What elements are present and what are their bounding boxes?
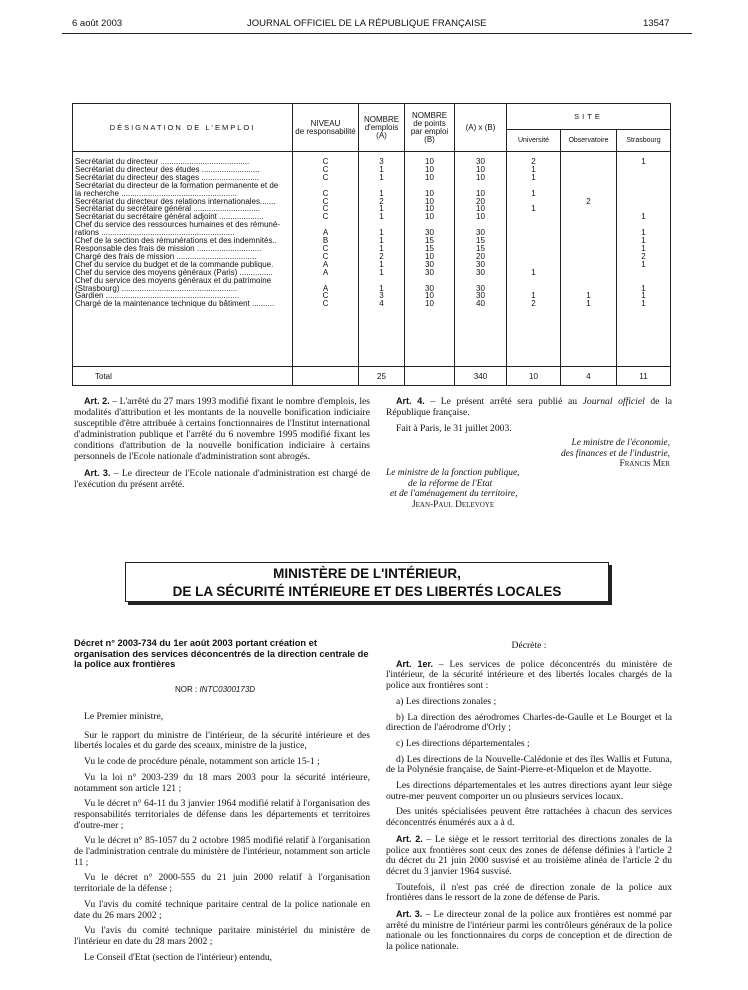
decree-visa-paragraph: Vu l'avis du comité technique paritaire ministériel du ministère de l'intérieur en date du 28 mars 2002 ;: [74, 925, 370, 947]
decree-visa-paragraph: Vu le décret n° 64-11 du 3 janvier 1964 modifié relatif à l'organisation des responsabilités territoriales de défense dans les départements et territoires d'outre-mer ;: [74, 798, 370, 831]
signature-economie: Le ministre de l'économie, des finances et de l'industrie, Francis Mer: [500, 438, 670, 470]
decree-art1-p2: Les directions départementales et les autres directions ayant leur siège outre-mer peuvent comporter un ou plusieurs services locaux.: [386, 780, 672, 802]
decrete-heading: Décrète :: [511, 640, 547, 651]
header-observatoire: Observatoire: [561, 130, 617, 152]
art1-list-item: c) Les directions départementales ;: [396, 737, 530, 749]
nor-reference: NOR : INTC0300173D: [175, 685, 256, 694]
top-left-column: [74, 396, 370, 495]
header-designation: DÉSIGNATION DE L'EMPLOI: [73, 104, 293, 152]
decree-visa-paragraph: Sur le rapport du ministre de l'intérieur, de la sécurité intérieure et des libertés locales et du garde des sceaux, ministre de la justice,: [74, 729, 370, 752]
total-nombre-emplois: 25: [359, 367, 405, 386]
art4-paragraph: Art. 4. – Le présent arrêté sera publié au Journal officiel de la République française.: [386, 396, 672, 419]
art1-list-item: b) La direction des aérodromes Charles-de-Gaulle et Le Bourget et la direction de l'aérodrome d'Orly ;: [386, 711, 672, 734]
column-designation: Secrétariat du directeur ........................................ Secrétariat du directeur des études .......................... Secrétariat du directeur des stages .......................... Secrétariat du directeur de la formation permanente et de la recherche .................................................... Secrétariat du directeur des relations internationales....... Secrétariat du secrétaire général .............................. Secrétariat du secrétaire général adjoint .................... Chef du service des ressources humaines et des rémuné- rations ............................................................ Chef de la section des rémunérations et des indemnités.. Responsable des frais de mission ............................. Chargé des frais de mission .................................... Chef du service du budget et de la commande publique. Chef du service des moyens généraux (Paris) ............... Chef du service des moyens généraux et du patrimoine (Strasbourg) .................................................... Gardien ............................................................ Chargé de la maintenance technique du bâtiment ..........: [73, 152, 293, 367]
art1-items: [386, 697, 672, 776]
top-right-column: [386, 396, 672, 439]
total-label: Total: [73, 367, 293, 386]
header-niveau: NIVEAU de responsabilité: [293, 104, 359, 152]
decree-title: Décret n° 2003-734 du 1er août 2003 portant création et organisation des services déconcentrés de la direction centrale de la police aux frontières: [74, 638, 369, 669]
total-niveau: [293, 367, 359, 386]
decree-art2-p2: Toutefois, il n'est pas créé de direction zonale de la police aux frontières dans le ressort de la zone de défense de Paris.: [386, 881, 672, 904]
header-page-number: 13547: [643, 18, 670, 29]
fait-a-paris: Fait à Paris, le 31 juillet 2003.: [396, 423, 512, 435]
ministry-banner: [125, 562, 609, 602]
column-axb: 30 10 10 10 20 10 10 30 15 15 20 30 30 30 30 40: [455, 152, 507, 367]
decree-art3: Art. 3. – Le directeur zonal de la police aux frontières est nommé par arrêté du ministre de l'intérieur parmi les contrôleurs généraux de la police nationale ou les fonctionnaires du corps de conception et de direction de la police nationale.: [386, 909, 672, 953]
header-nombre-points: NOMBRE de points par emploi (B): [405, 104, 455, 152]
header-date: 6 août 2003: [72, 18, 123, 29]
decree-art1-label: Art. 1er.: [396, 658, 433, 669]
total-strasbourg: 11: [617, 367, 671, 386]
decree-art2-label: Art. 2.: [396, 833, 423, 844]
total-observatoire: 4: [561, 367, 617, 386]
decree-art1-p3: Des unités spécialisées peuvent être rattachées à chacun des services déconcentrés énumérés aux a à d.: [386, 806, 672, 829]
header-axb: (A) x (B): [455, 104, 507, 152]
art1-list-item: a) Les directions zonales ;: [396, 695, 497, 707]
decree-visa-paragraph: Vu le code de procédure pénale, notamment son article 15-1 ;: [84, 756, 320, 768]
decree-visa-paragraph: Le Conseil d'Etat (section de l'intérieur) entendu,: [84, 951, 273, 963]
total-universite: 10: [507, 367, 561, 386]
column-nombre-emplois: 3 1 1 1 2 1 1 1 1 1 2 1 1 1 3 4: [359, 152, 405, 367]
decree-art2: Art. 2. – Le siège et le ressort territorial des directions zonales de la police aux frontières sont ceux des zones de défense définies à l'article 2 du décret du 21 juin 2000 susvisé et au troisième alinéa de l'article 2 du décret du 3 janvier 1964 susvisé.: [386, 833, 672, 877]
column-observatoire: 2 1 1: [561, 152, 617, 367]
art3-label: Art. 3.: [84, 467, 111, 478]
art2-label: Art. 2.: [84, 396, 110, 406]
decree-articles-column: [386, 641, 672, 958]
emploi-table: [72, 103, 671, 386]
header-universite: Université: [507, 130, 561, 152]
column-strasbourg: 1 1 1 1 1 2 1 1 1 1: [617, 152, 671, 367]
art3-paragraph: Art. 3. – Le directeur de l'Ecole nationale d'administration est chargé de l'exécution du présent arrêté.: [74, 467, 370, 490]
art1-list-item: d) Les directions de la Nouvelle-Calédonie et des îles Wallis et Futuna, de la Polynésie française, de Saint-Pierre-et-Miquelon et de Mayotte.: [386, 753, 672, 776]
column-universite: 2 1 1 1 1 1 1 2: [507, 152, 561, 367]
total-axb: 340: [455, 367, 507, 386]
header-rule: [62, 33, 692, 34]
signatory-name: Jean-Paul Delevoye: [412, 499, 495, 510]
signatory-name: Francis Mer: [619, 459, 670, 469]
total-nombre-points: [405, 367, 455, 386]
decree-visa-paragraph: Vu l'avis du comité technique paritaire central de la police nationale en date du 26 mars 2002 ;: [74, 898, 370, 921]
art2-paragraph: Art. 2. – L'arrêté du 27 mars 1993 modifié fixant le nombre d'emplois, les modalités d'attribution et les montants de la nouvelle bonification indiciaire susceptible d'être attribuée à certains fonctionnaires de l'Institut international d'administration publique et l'arrêté du 6 novembre 1995 modifié fixant les conditions d'attribution de la nouvelle bonification indiciaire à certains personnels de l'Ecole nationale d'administration sont abrogés.: [74, 396, 370, 463]
art4-label: Art. 4.: [396, 396, 425, 406]
header-nombre-emplois: NOMBRE d'emplois (A): [359, 104, 405, 152]
decree-art3-label: Art. 3.: [396, 909, 423, 920]
header-site: SITE: [507, 104, 671, 130]
header-strasbourg: Strasbourg: [617, 130, 671, 152]
decree-art1: Art. 1er. – Les services de police déconcentrés du ministère de l'intérieur, de la sécurité intérieure et des libertés locales chargés de la police aux frontières sont :: [386, 658, 672, 692]
header-journal: JOURNAL OFFICIEL DE LA RÉPUBLIQUE FRANÇAISE: [247, 18, 487, 29]
decree-visas-column: [74, 712, 370, 968]
column-nombre-points: 10 10 10 10 10 10 10 30 15 15 10 30 30 30 10 10: [405, 152, 455, 367]
column-niveau: C C C C C C C A B C C A A A C C: [293, 152, 359, 367]
ministry-line-1: MINISTÈRE DE L'INTÉRIEUR,: [273, 566, 461, 581]
decree-visa-paragraph: Vu le décret n° 2000-555 du 21 juin 2000 relatif à l'organisation territoriale de la défense ;: [74, 872, 370, 895]
decree-visa-paragraph: Le Premier ministre,: [84, 711, 164, 722]
decree-visa-paragraph: Vu la loi n° 2003-239 du 18 mars 2003 pour la sécurité intérieure, notamment son article 121 ;: [74, 771, 370, 794]
decree-visa-paragraph: Vu le décret n° 85-1057 du 2 octobre 1985 modifié relatif à l'organisation de l'administration centrale du ministère de l'intérieur, notamment son article 11 ;: [74, 835, 370, 868]
signature-fonction-publique: Le ministre de la fonction publique, de la réforme de l'Etat et de l'aménagement du territoire, Jean-Paul Delevoye: [386, 468, 576, 510]
ministry-line-2: DE LA SÉCURITÉ INTÉRIEURE ET DES LIBERTÉS LOCALES: [172, 584, 562, 599]
